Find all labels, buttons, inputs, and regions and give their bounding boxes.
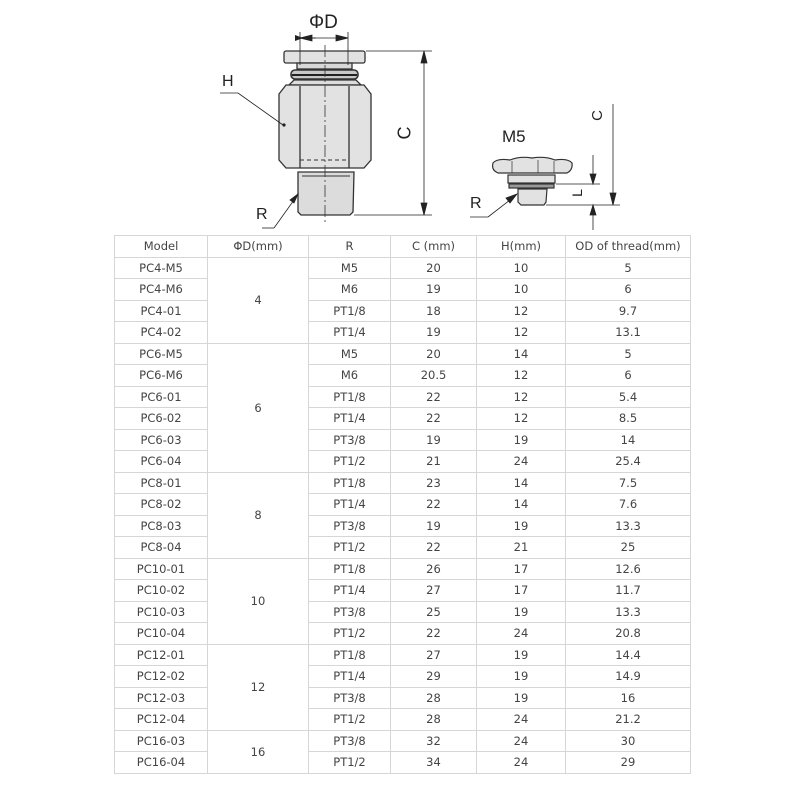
- cell-model: PC10-03: [115, 601, 208, 623]
- cell-length: 28: [391, 709, 477, 731]
- cell-thread-od: 13.3: [566, 601, 691, 623]
- table-row: [115, 558, 691, 580]
- cell-length: 32: [391, 730, 477, 752]
- cell-thread-od: 16: [566, 687, 691, 709]
- cell-model: PC12-02: [115, 666, 208, 688]
- cell-thread: PT1/4: [309, 408, 391, 430]
- cell-hex: 19: [477, 644, 566, 666]
- cell-thread: M6: [309, 365, 391, 387]
- table-row: [115, 687, 691, 709]
- cell-hex: 19: [477, 515, 566, 537]
- cell-length: 26: [391, 558, 477, 580]
- header-thread: R: [309, 236, 391, 258]
- cell-hex: 19: [477, 666, 566, 688]
- cell-thread: PT3/8: [309, 515, 391, 537]
- table-row: [115, 300, 691, 322]
- diameter-label: ΦD: [309, 12, 338, 33]
- cell-hex: 21: [477, 537, 566, 559]
- cell-model: PC4-02: [115, 322, 208, 344]
- cell-thread: M5: [309, 257, 391, 279]
- cell-hex: 10: [477, 279, 566, 301]
- table-row: [115, 451, 691, 473]
- table-header-row: [115, 236, 691, 258]
- cell-thread: PT1/4: [309, 322, 391, 344]
- cell-thread: PT1/2: [309, 451, 391, 473]
- cell-length: 28: [391, 687, 477, 709]
- cell-model: PC10-01: [115, 558, 208, 580]
- cell-thread-od: 14.4: [566, 644, 691, 666]
- cell-thread-od: 6: [566, 279, 691, 301]
- m5-thread-length-label: L: [568, 189, 585, 197]
- cell-length: 23: [391, 472, 477, 494]
- specification-table: [114, 235, 691, 774]
- header-diameter: ΦD(mm): [208, 236, 309, 258]
- cell-thread: PT1/4: [309, 494, 391, 516]
- cell-model: PC4-01: [115, 300, 208, 322]
- m5-title: M5: [502, 127, 526, 146]
- table-row: [115, 279, 691, 301]
- cell-length: 19: [391, 322, 477, 344]
- cell-model: PC6-03: [115, 429, 208, 451]
- header-hex: H(mm): [477, 236, 566, 258]
- table-row: [115, 752, 691, 774]
- cell-thread: PT1/4: [309, 666, 391, 688]
- cell-thread: PT1/8: [309, 386, 391, 408]
- table-row: [115, 343, 691, 365]
- table-row: [115, 730, 691, 752]
- cell-thread-od: 12.6: [566, 558, 691, 580]
- cell-length: 22: [391, 494, 477, 516]
- table-row: [115, 408, 691, 430]
- cell-hex: 24: [477, 451, 566, 473]
- fitting-diagram: [0, 0, 800, 235]
- cell-thread: PT1/2: [309, 752, 391, 774]
- header-thread-od: OD of thread(mm): [566, 236, 691, 258]
- cell-thread-od: 7.5: [566, 472, 691, 494]
- cell-thread-od: 14.9: [566, 666, 691, 688]
- cell-thread-od: 8.5: [566, 408, 691, 430]
- cell-thread: PT1/8: [309, 472, 391, 494]
- cell-thread-od: 13.1: [566, 322, 691, 344]
- cell-thread-od: 6: [566, 365, 691, 387]
- cell-thread-od: 11.7: [566, 580, 691, 602]
- cell-thread-od: 5: [566, 257, 691, 279]
- cell-hex: 12: [477, 408, 566, 430]
- hex-label: H: [222, 73, 234, 90]
- cell-model: PC6-04: [115, 451, 208, 473]
- cell-hex: 19: [477, 601, 566, 623]
- cell-thread-od: 9.7: [566, 300, 691, 322]
- length-label: C: [394, 126, 415, 140]
- cell-model: PC6-02: [115, 408, 208, 430]
- table-row: [115, 515, 691, 537]
- cell-hex: 24: [477, 623, 566, 645]
- cell-length: 19: [391, 515, 477, 537]
- cell-hex: 12: [477, 386, 566, 408]
- cell-thread: PT1/2: [309, 537, 391, 559]
- cell-model: PC8-03: [115, 515, 208, 537]
- cell-length: 20.5: [391, 365, 477, 387]
- table-row: [115, 666, 691, 688]
- cell-thread: PT1/8: [309, 644, 391, 666]
- cell-length: 21: [391, 451, 477, 473]
- cell-model: PC10-02: [115, 580, 208, 602]
- cell-thread: PT3/8: [309, 730, 391, 752]
- cell-length: 22: [391, 623, 477, 645]
- cell-length: 19: [391, 429, 477, 451]
- cell-hex: 24: [477, 752, 566, 774]
- header-model: Model: [115, 236, 208, 258]
- cell-hex: 19: [477, 429, 566, 451]
- cell-length: 27: [391, 644, 477, 666]
- cell-model: PC16-03: [115, 730, 208, 752]
- cell-thread: PT1/2: [309, 709, 391, 731]
- cell-thread: M6: [309, 279, 391, 301]
- cell-thread-od: 5.4: [566, 386, 691, 408]
- table-row: [115, 623, 691, 645]
- cell-length: 27: [391, 580, 477, 602]
- table-row: [115, 365, 691, 387]
- cell-diameter: 16: [208, 730, 309, 773]
- table-row: [115, 537, 691, 559]
- cell-diameter: 6: [208, 343, 309, 472]
- thread-label: R: [256, 206, 268, 223]
- cell-length: 29: [391, 666, 477, 688]
- cell-hex: 17: [477, 558, 566, 580]
- cell-hex: 12: [477, 300, 566, 322]
- m5-thread-label: R: [470, 195, 482, 212]
- cell-length: 20: [391, 257, 477, 279]
- m5-length-label: C: [588, 110, 606, 121]
- table-row: [115, 580, 691, 602]
- cell-hex: 24: [477, 730, 566, 752]
- table-row: [115, 386, 691, 408]
- cell-thread: PT1/2: [309, 623, 391, 645]
- cell-model: PC4-M5: [115, 257, 208, 279]
- table-row: [115, 472, 691, 494]
- cell-thread: PT3/8: [309, 687, 391, 709]
- cell-model: PC8-04: [115, 537, 208, 559]
- cell-thread-od: 21.2: [566, 709, 691, 731]
- cell-thread: M5: [309, 343, 391, 365]
- cell-model: PC12-04: [115, 709, 208, 731]
- cell-model: PC4-M6: [115, 279, 208, 301]
- cell-length: 34: [391, 752, 477, 774]
- cell-length: 25: [391, 601, 477, 623]
- table-row: [115, 601, 691, 623]
- cell-length: 22: [391, 408, 477, 430]
- cell-model: PC8-01: [115, 472, 208, 494]
- cell-model: PC10-04: [115, 623, 208, 645]
- table-row: [115, 429, 691, 451]
- cell-thread: PT1/4: [309, 580, 391, 602]
- cell-diameter: 8: [208, 472, 309, 558]
- cell-hex: 17: [477, 580, 566, 602]
- cell-hex: 14: [477, 343, 566, 365]
- cell-hex: 12: [477, 365, 566, 387]
- cell-hex: 14: [477, 472, 566, 494]
- cell-model: PC12-03: [115, 687, 208, 709]
- table-body: [115, 257, 691, 773]
- cell-length: 18: [391, 300, 477, 322]
- cell-thread-od: 25.4: [566, 451, 691, 473]
- cell-thread-od: 7.6: [566, 494, 691, 516]
- cell-diameter: 10: [208, 558, 309, 644]
- table-row: [115, 322, 691, 344]
- cell-thread: PT3/8: [309, 601, 391, 623]
- cell-thread: PT1/8: [309, 558, 391, 580]
- cell-length: 19: [391, 279, 477, 301]
- cell-model: PC6-01: [115, 386, 208, 408]
- cell-length: 20: [391, 343, 477, 365]
- cell-thread: PT3/8: [309, 429, 391, 451]
- cell-length: 22: [391, 386, 477, 408]
- cell-model: PC8-02: [115, 494, 208, 516]
- cell-hex: 24: [477, 709, 566, 731]
- m5-fitting-drawing: [493, 157, 573, 205]
- cell-diameter: 12: [208, 644, 309, 730]
- cell-model: PC16-04: [115, 752, 208, 774]
- cell-hex: 10: [477, 257, 566, 279]
- cell-model: PC12-01: [115, 644, 208, 666]
- header-length: C (mm): [391, 236, 477, 258]
- cell-thread-od: 20.8: [566, 623, 691, 645]
- table-row: [115, 257, 691, 279]
- table-row: [115, 709, 691, 731]
- cell-diameter: 4: [208, 257, 309, 343]
- cell-thread-od: 25: [566, 537, 691, 559]
- cell-hex: 14: [477, 494, 566, 516]
- cell-thread-od: 14: [566, 429, 691, 451]
- table-row: [115, 494, 691, 516]
- cell-hex: 19: [477, 687, 566, 709]
- cell-hex: 12: [477, 322, 566, 344]
- cell-model: PC6-M5: [115, 343, 208, 365]
- cell-model: PC6-M6: [115, 365, 208, 387]
- cell-thread-od: 5: [566, 343, 691, 365]
- main-fitting-drawing: [279, 45, 371, 222]
- cell-thread: PT1/8: [309, 300, 391, 322]
- cell-thread-od: 29: [566, 752, 691, 774]
- table-row: [115, 644, 691, 666]
- technical-drawing: [0, 0, 800, 235]
- cell-length: 22: [391, 537, 477, 559]
- cell-thread-od: 13.3: [566, 515, 691, 537]
- cell-thread-od: 30: [566, 730, 691, 752]
